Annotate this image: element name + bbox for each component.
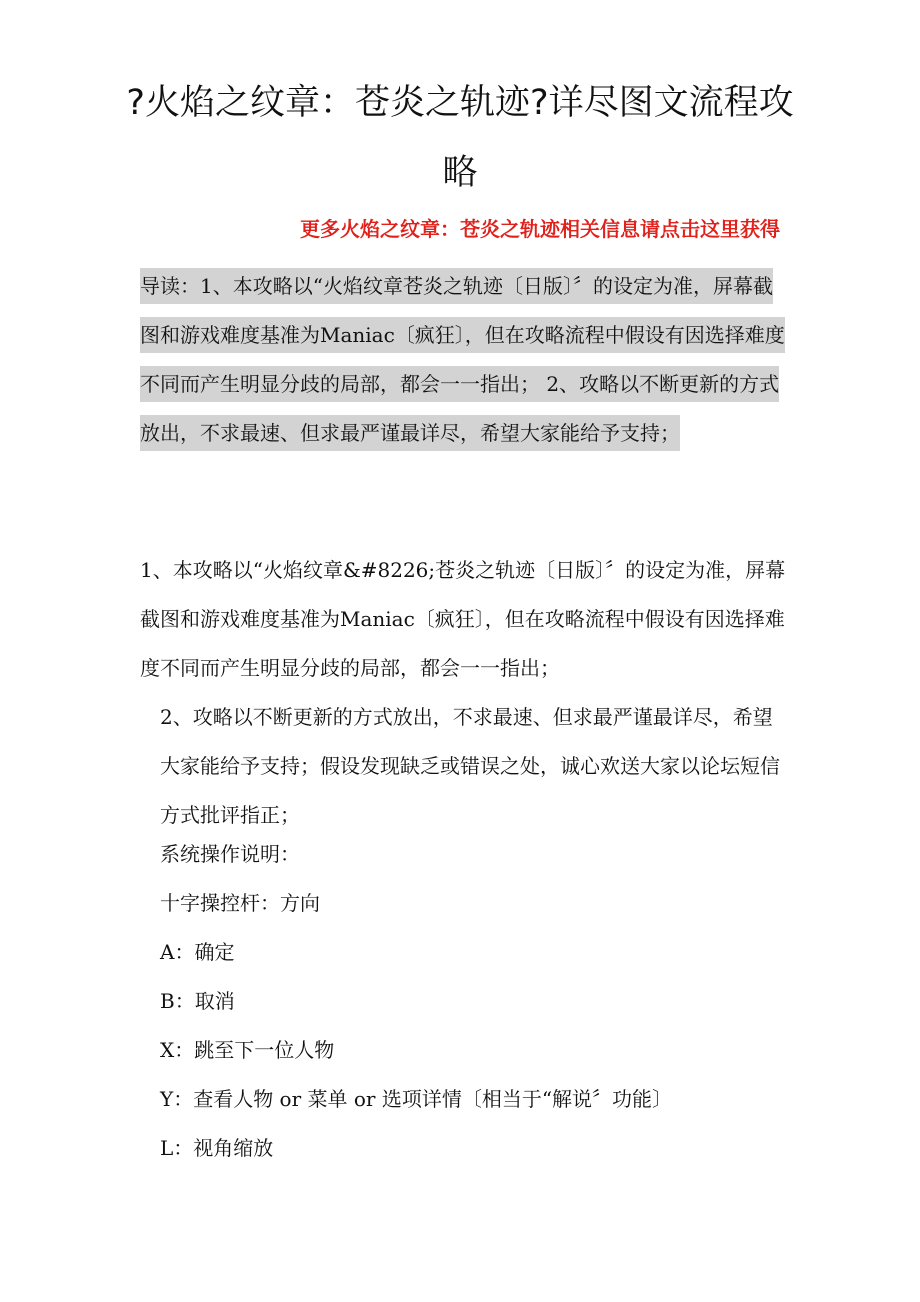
document-title: ?火焰之纹章：苍炎之轨迹?详尽图文流程攻略	[126, 83, 794, 193]
list-item: B：取消	[160, 989, 235, 1013]
intro-text: 导读：1、本攻略以“火焰纹章苍炎之轨迹〔日版〕〞的设定为准，屏幕截图和游戏难度基准为Maniac〔疯狂〕，但在攻略流程中假设有因选择难度不同而产生明显分歧的局部，都会一一指出； 2、攻略以不断更新的方式放出，不求最速、但求最严谨最详尽，希望大家能给予支持；	[140, 268, 785, 451]
paragraph-2: 2、攻略以不断更新的方式放出，不求最速、但求最严谨最详尽，希望大家能给予支持；假设发现缺乏或错误之处，诚心欢送大家以论坛短信方式批评指正；	[160, 705, 780, 827]
list-item: L：视角缩放	[160, 1136, 274, 1160]
list-item: X：跳至下一位人物	[160, 1038, 335, 1062]
body-text	[140, 546, 786, 840]
list-item: 十字操控杆：方向	[160, 891, 320, 915]
more-info-link[interactable]: 更多火焰之纹章：苍炎之轨迹相关信息请点击这里获得	[300, 217, 780, 241]
paragraph-1: 1、本攻略以“火焰纹章&#8226;苍炎之轨迹〔日版〕〞的设定为准，屏幕截图和游戏难度基准为Maniac〔疯狂〕，但在攻略流程中假设有因选择难度不同而产生明显分歧的局部，都会一一指出；	[140, 558, 786, 680]
controls-list	[160, 830, 800, 1173]
list-item: Y：查看人物 or 菜单 or 选项详情〔相当于“解说〞功能〕	[160, 1087, 673, 1111]
list-item: A：确定	[160, 940, 235, 964]
intro-block	[140, 262, 786, 458]
controls-heading: 系统操作说明：	[160, 842, 300, 866]
